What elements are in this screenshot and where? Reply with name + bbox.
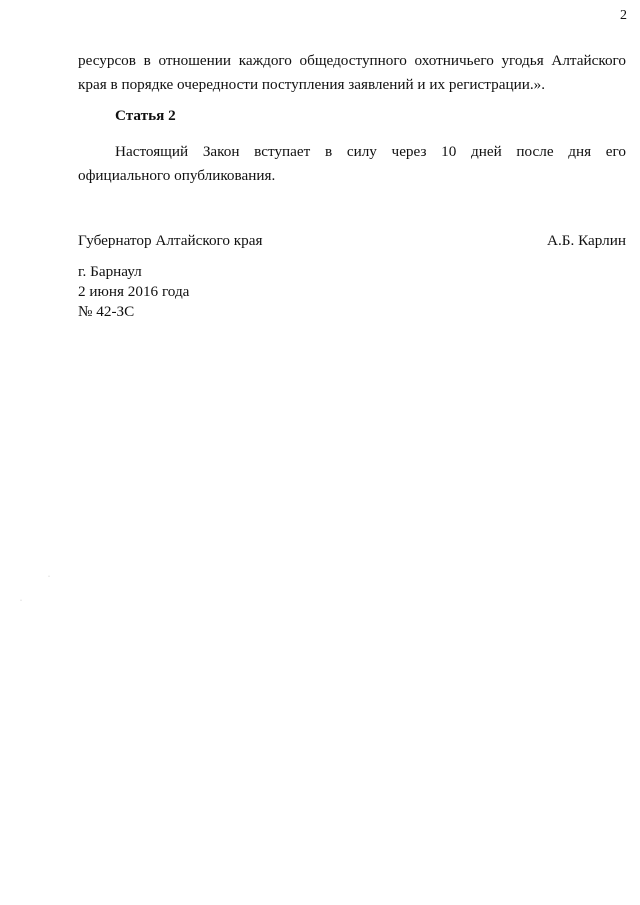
article-paragraph <box>78 140 626 188</box>
issuance-block <box>78 262 189 322</box>
issuance-place: г. Барнаул <box>78 263 142 280</box>
article-heading: Статья 2 <box>115 107 176 124</box>
paragraph-line: края в порядке очередности поступления заявлений и их регистрации.». <box>78 76 546 93</box>
paragraph-line: ресурсов в отношении каждого общедоступного охотничьего угодья Алтайского <box>78 52 626 69</box>
signatory-position: Губернатор Алтайского края <box>78 232 263 249</box>
issuance-date: 2 июня 2016 года <box>78 283 190 300</box>
paragraph-line: официального опубликования. <box>78 167 276 184</box>
scan-speck: · <box>20 598 22 604</box>
paragraph-line: Настоящий Закон вступает в силу через 10 дней после дня его <box>115 143 626 160</box>
issuance-number: № 42-ЗС <box>78 303 135 320</box>
page-number: 2 <box>620 8 627 23</box>
continuation-paragraph <box>78 49 626 97</box>
signatory-name: А.Б. Карлин <box>547 232 626 249</box>
scan-speck: · <box>48 574 50 580</box>
